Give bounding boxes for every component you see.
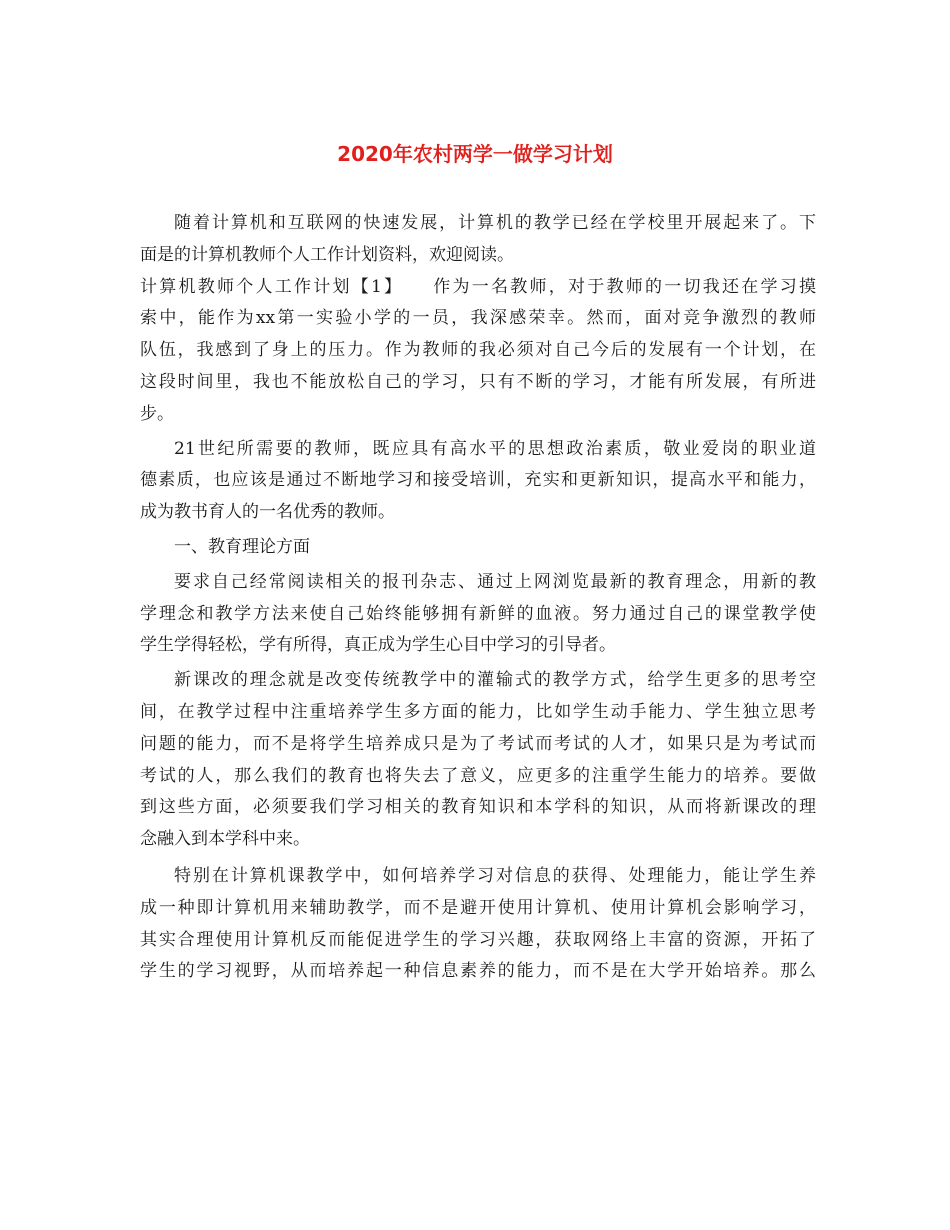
- paragraph-line: 问题的能力，而不是将学生培养成只是为了考试而考试的人才，如果只是为考试而: [140, 733, 816, 754]
- section-heading: 一、教育理论方面: [174, 536, 310, 557]
- paragraph-line: 成为教书育人的一名优秀的教师。: [140, 502, 395, 523]
- paragraph-line: 德素质，也应该是通过不断地学习和接受培训，充实和更新知识，提高水平和能力，: [140, 470, 816, 491]
- paragraph-line: 学生的学习视野，从而培养起一种信息素养的能力，而不是在大学开始培养。那么: [140, 961, 816, 982]
- paragraph-line: 队伍，我感到了身上的压力。作为教师的我必须对自己今后的发展有一个计划，在: [140, 340, 816, 361]
- paragraph-line: 索中，能作为xx第一实验小学的一员，我深感荣幸。然而，面对竞争激烈的教师: [140, 308, 816, 329]
- paragraph-line: 新课改的理念就是改变传统教学中的灌输式的教学方式，给学生更多的思考空: [174, 670, 816, 691]
- paragraph-line: 要求自己经常阅读相关的报刊杂志、通过上网浏览最新的教育理念，用新的教: [174, 571, 816, 592]
- paragraph-line: 到这些方面，必须要我们学习相关的教育知识和本学科的知识，从而将新课改的理: [140, 797, 816, 818]
- paragraph-line: 随着计算机和互联网的快速发展，计算机的教学已经在学校里开展起来了。下: [174, 213, 816, 233]
- paragraph-line: 步。: [140, 403, 174, 424]
- paragraph-line: 21世纪所需要的教师，既应具有高水平的思想政治素质，敬业爱岗的职业道: [174, 438, 816, 459]
- paragraph-line: 念融入到本学科中来。: [140, 829, 310, 850]
- paragraph-line: 学生学得轻松，学有所得，真正成为学生心目中学习的引导者。: [140, 635, 616, 656]
- paragraph-line: 学理念和教学方法来使自己始终能够拥有新鲜的血液。努力通过自己的课堂教学使: [140, 603, 816, 624]
- document-body: [140, 208, 816, 988]
- paragraph-line: 特别在计算机课教学中，如何培养学习对信息的获得、处理能力，能让学生养: [174, 865, 816, 886]
- paragraph-line: 其实合理使用计算机反而能促进学生的学习兴趣，获取网络上丰富的资源，开拓了: [140, 929, 816, 950]
- paragraph-line: 间，在教学过程中注重培养学生多方面的能力，比如学生动手能力、学生独立思考: [140, 701, 816, 722]
- document-title: 2020年农村两学一做学习计划: [337, 142, 613, 166]
- paragraph-line: 考试的人，那么我们的教育也将失去了意义，应更多的注重学生能力的培养。要做: [140, 765, 816, 786]
- paragraph-line: 面是的计算机教师个人工作计划资料，欢迎阅读。: [140, 244, 514, 265]
- paragraph-line: 这段时间里，我也不能放松自己的学习，只有不断的学习，才能有所发展，有所进: [140, 371, 816, 392]
- paragraph-line: 计算机教师个人工作计划【1】 作为一名教师，对于教师的一切我还在学习摸: [140, 276, 816, 297]
- paragraph-line: 成一种即计算机用来辅助教学，而不是避开使用计算机、使用计算机会影响学习，: [140, 897, 816, 918]
